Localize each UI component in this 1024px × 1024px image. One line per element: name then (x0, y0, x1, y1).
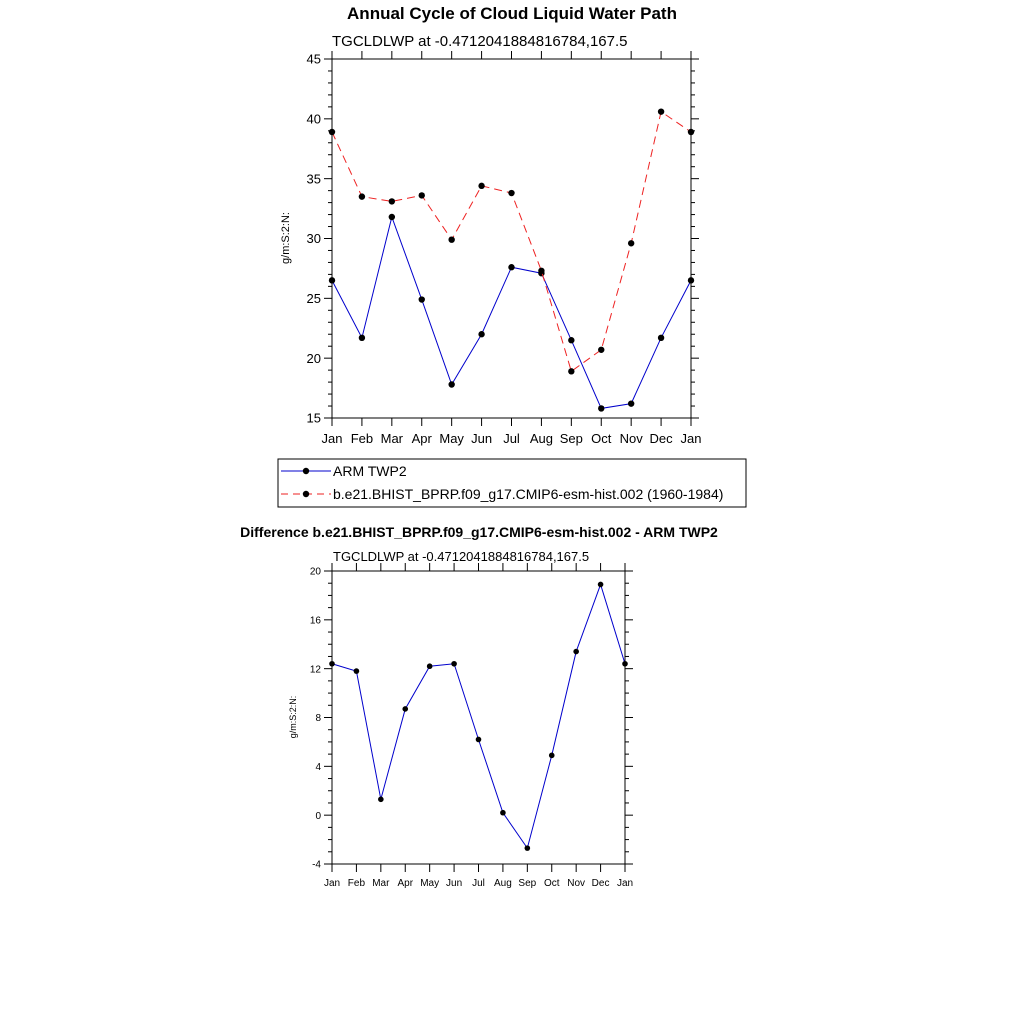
chart1-series-0-line (332, 217, 691, 408)
chart1-series-0-point (688, 277, 694, 283)
chart2-xtick-label: Dec (591, 878, 610, 889)
chart2-series-0-point (622, 661, 628, 667)
chart2-series-0-point (402, 706, 408, 712)
chart1-series-0-point (329, 277, 335, 283)
chart1-series-1-point (538, 268, 544, 274)
chart2-xtick-label: Nov (567, 878, 586, 889)
chart2-ytick-label: 20 (309, 566, 321, 578)
chart1-xtick-label: Sep (559, 431, 583, 446)
chart1-ytick-label: 35 (306, 171, 321, 187)
chart1-ytick-label: 40 (306, 111, 321, 127)
chart2-series-0-point (427, 663, 433, 669)
chart1-ytick-label: 15 (306, 410, 321, 426)
chart1-xtick-label: Jan (321, 431, 343, 446)
chart2-series (329, 582, 628, 851)
chart1-series-0-point (359, 335, 365, 341)
chart1-ytick-label: 25 (306, 291, 321, 307)
chart2-xtick-label: Jan (323, 878, 341, 889)
chart2-title: Difference b.e21.BHIST_BPRP.f09_g17.CMIP6-esm-hist.002 - ARM TWP2 (240, 524, 718, 540)
chart1-series-0-point (448, 381, 454, 387)
difference-chart (240, 524, 718, 889)
chart2-subtitle: TGCLDLWP at -0.4712041884816784,167.5 (333, 549, 590, 564)
chart2-series-0-line (332, 584, 625, 848)
chart1-series-0-point (658, 335, 664, 341)
chart1-series-1-point (508, 190, 514, 196)
chart2-plot-frame (332, 571, 625, 864)
chart1-series-1-point (628, 240, 634, 246)
chart2-xtick-label: Oct (543, 878, 560, 889)
chart1-xtick-label: Apr (411, 431, 432, 446)
chart1-plot-frame (332, 59, 691, 418)
chart1-xtick-label: Feb (350, 431, 374, 446)
chart1-series-1-point (688, 129, 694, 135)
chart2-series-0-point (378, 796, 384, 802)
chart2-ytick-label: 12 (309, 664, 321, 676)
chart1-xtick-label: May (439, 431, 464, 446)
chart1-xtick-label: Jan (680, 431, 702, 446)
chart1-y-axis-label: g/m:S:2:N: (280, 212, 292, 264)
chart2-xtick-label: Jan (616, 878, 634, 889)
chart2-series-0-point (329, 661, 335, 667)
chart2-xtick-label: Apr (397, 878, 414, 889)
chart1-subtitle: TGCLDLWP at -0.4712041884816784,167.5 (332, 33, 628, 50)
chart2-xtick-label: May (420, 878, 440, 889)
chart1-series-1-point (568, 368, 574, 374)
chart2-xtick-label: Mar (372, 878, 390, 889)
chart2-xtick-label: Jul (472, 878, 485, 889)
chart1-title: Annual Cycle of Cloud Liquid Water Path (347, 4, 677, 23)
chart1-series-1-point (359, 193, 365, 199)
chart1-series-1-point (478, 183, 484, 189)
legend-label-model: b.e21.BHIST_BPRP.f09_g17.CMIP6-esm-hist.002 (1960-1984) (333, 486, 724, 502)
chart1-series-1-point (419, 192, 425, 198)
chart2-y-axis-label: g/m:S:2:N: (288, 695, 298, 739)
chart1-series-0-point (478, 331, 484, 337)
chart2-ytick-label: 8 (315, 713, 321, 725)
chart1-legend (278, 459, 746, 507)
chart1-ytick-label: 30 (306, 231, 321, 247)
chart2-xtick-label: Jun (446, 878, 463, 889)
chart2-series-0-point (451, 661, 457, 667)
chart2-series-0-point (354, 668, 360, 674)
legend-label-arm: ARM TWP2 (333, 463, 407, 479)
annual-cycle-chart (280, 4, 701, 446)
chart2-series-0-point (476, 737, 482, 743)
chart2-series-0-point (573, 649, 579, 655)
chart2-series-0-point (500, 810, 506, 816)
chart1-series-1-point (448, 236, 454, 242)
legend-entry-model (281, 486, 723, 502)
chart2-xtick-label: Aug (494, 878, 512, 889)
chart1-ytick-label: 45 (306, 51, 321, 67)
chart2-ytick-label: 16 (309, 615, 321, 627)
chart1-xtick-label: Nov (619, 431, 643, 446)
chart1-series-1-point (658, 108, 664, 114)
chart2-series-0-point (598, 582, 604, 588)
chart1-series-0-point (419, 296, 425, 302)
chart2-xtick-label: Feb (347, 878, 366, 889)
chart2-axes (310, 563, 633, 889)
chart2-ytick-label: 4 (315, 761, 321, 773)
chart1-series-0-point (508, 264, 514, 270)
chart1-xtick-label: Mar (380, 431, 404, 446)
chart2-xtick-label: Sep (518, 878, 537, 889)
legend-marker-arm (303, 468, 309, 474)
chart1-series-0-point (389, 214, 395, 220)
chart1-series-1-point (598, 347, 604, 353)
chart1-xtick-label: Jul (503, 431, 520, 446)
chart1-xtick-label: Dec (649, 431, 673, 446)
chart1-series-1-point (329, 129, 335, 135)
chart1-series-0-point (628, 400, 634, 406)
chart2-series-0-point (525, 845, 531, 851)
chart1-ytick-label: 20 (306, 350, 321, 366)
chart1-series-0-point (598, 405, 604, 411)
legend-marker-model (303, 491, 309, 497)
chart1-series (329, 108, 694, 411)
chart1-axes (307, 51, 702, 446)
chart2-series-0-point (549, 753, 555, 759)
chart1-xtick-label: Jun (471, 431, 493, 446)
chart2-ytick-label: -4 (312, 859, 321, 871)
chart1-series-0-point (568, 337, 574, 343)
chart1-xtick-label: Oct (591, 431, 612, 446)
chart1-xtick-label: Aug (529, 431, 553, 446)
chart1-series-1-point (389, 198, 395, 204)
chart2-ytick-label: 0 (315, 810, 321, 822)
